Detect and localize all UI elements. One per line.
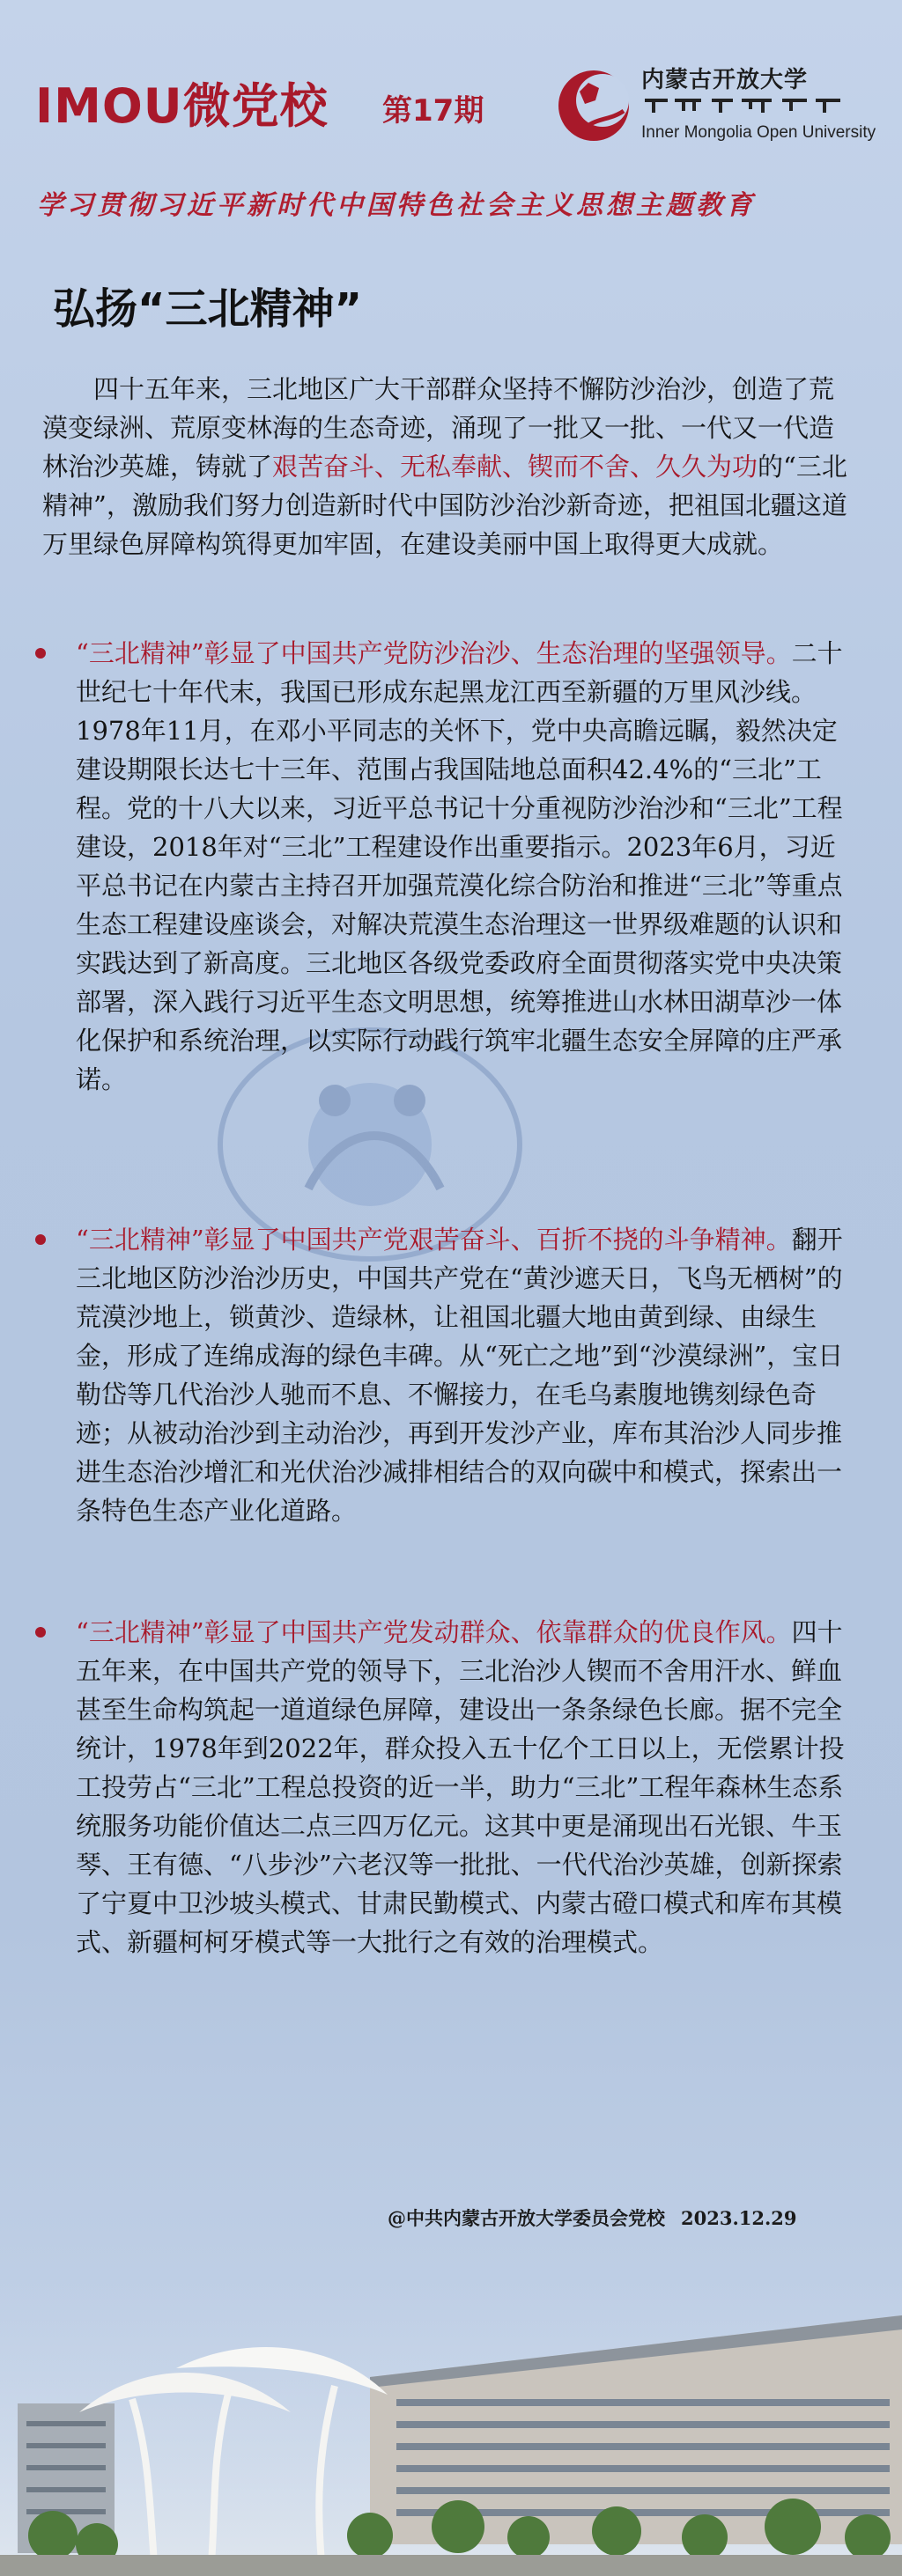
bullet-body: 二十世纪七十年代末，我国已形成东起黑龙江西至新疆的万里风沙线。1978年11月，在邓小平同志的关怀下，党中央高瞻远瞩，毅然决定建设期限长达七十三年、范围占我国陆地总面积42.4%的“三北”工程。党的十八大以来，习近平总书记十分重视防沙治沙和“三北”工程建设，2018年对“三北”工程建设作出重要指示。2023年6月，习近平总书记在内蒙古主持召开加强荒漠化综合防治和推进“三北”等重点生态工程建设座谈会，对解决荒漠生态治理这一世界级难题的认识和实践达到了新高度。三北地区各级党委政府全面贯彻落实党中央决策部署，深入践行习近平生态文明思想，统筹推进山水林田湖草沙一体化保护和系统治理，以实际行动践行筑牢北疆生态安全屏障的庄严承诺。 [76, 638, 843, 1094]
bullet-dot-icon [35, 1234, 46, 1245]
university-logo-icon [553, 65, 634, 146]
page-title: 弘扬“三北精神” [53, 284, 363, 334]
university-name-en: Inner Mongolia Open University [641, 123, 876, 142]
intro-text-part1: 四十五年来，三北地区广大干部群众坚持不懈防沙治沙，创造了荒漠变绿洲、荒原变林海的生态奇迹，涌现了一批又一批、一代又一代造林治沙英雄，铸就了 [42, 374, 835, 482]
bullet-body: 翻开三北地区防沙治沙历史，中国共产党在“黄沙遮天日，飞鸟无栖树”的荒漠沙地上，锁黄沙、造绿林，让祖国北疆大地由黄到绿、由绿生金，形成了连绵成海的绿色丰碑。从“死亡之地”到“沙漠绿洲”，宝日勒岱等几代治沙人驰而不息、不懈接力，在毛乌素腹地镌刻绿色奇迹；从被动治沙到主动治沙，再到开发沙产业，库布其治沙人同步推进生态治沙增汇和光伏治沙减排相结合的双向碳中和模式，探索出一条特色生态产业化道路。 [76, 1225, 844, 1526]
mongolian-script-logo [643, 95, 846, 114]
bullet-dot-icon [35, 1627, 46, 1638]
theme-subtitle: 学习贯彻习近平新时代中国特色社会主义思想主题教育 [37, 190, 756, 221]
bullet-body: 四十五年来，在中国共产党的领导下，三北治沙人锲而不舍用汗水、鲜血甚至生命构筑起一道道绿色屏障，建设出一条条绿色长廊。据不完全统计，1978年到2022年，群众投入五十亿个工日以上，无偿累计投工投劳占“三北”工程总投资的近一半，助力“三北”工程年森林生态系统服务功能价值达二点三四万亿元。这其中更是涌现出石光银、牛玉琴、王有德、“八步沙”六老汉等一批批、一代代治沙英雄，创新探索了宁夏中卫沙坡头模式、甘肃民勤模式、内蒙古磴口模式和库布其模式、新疆柯柯牙模式等一大批行之有效的治理模式。 [76, 1617, 845, 1957]
bullet-paragraph [76, 1613, 853, 1961]
bullet-lead: “三北精神”彰显了中国共产党发动群众、依靠群众的优良作风。 [76, 1617, 792, 1647]
issue-number: 第17期 [382, 93, 484, 129]
signature-date: 2023.12.29 [681, 2207, 797, 2229]
bullet-lead: “三北精神”彰显了中国共产党防沙治沙、生态治理的坚强领导。 [76, 638, 792, 668]
campus-building-illustration [0, 2280, 902, 2576]
signature-line [388, 2204, 797, 2231]
intro-text-part2: 的“三北精神”，激励我们努力创造新时代中国防沙治沙新奇迹，把祖国北疆这道万里绿色屏障构筑得更加牢固，在建设美丽中国上取得更大成就。 [42, 452, 847, 559]
bullet-lead: “三北精神”彰显了中国共产党艰苦奋斗、百折不挠的斗争精神。 [76, 1225, 792, 1255]
university-name-cn: 内蒙古开放大学 [641, 67, 809, 93]
bullet-paragraph [76, 1220, 853, 1530]
bullet-paragraph [76, 634, 853, 1099]
bullet-dot-icon [35, 648, 46, 659]
intro-highlight: 艰苦奋斗、无私奉献、锲而不舍、久久为功 [272, 452, 758, 482]
signature-org: @中共内蒙古开放大学委员会党校 [388, 2207, 665, 2229]
header-title: IMOU微党校 [35, 78, 329, 134]
intro-paragraph [42, 370, 853, 563]
